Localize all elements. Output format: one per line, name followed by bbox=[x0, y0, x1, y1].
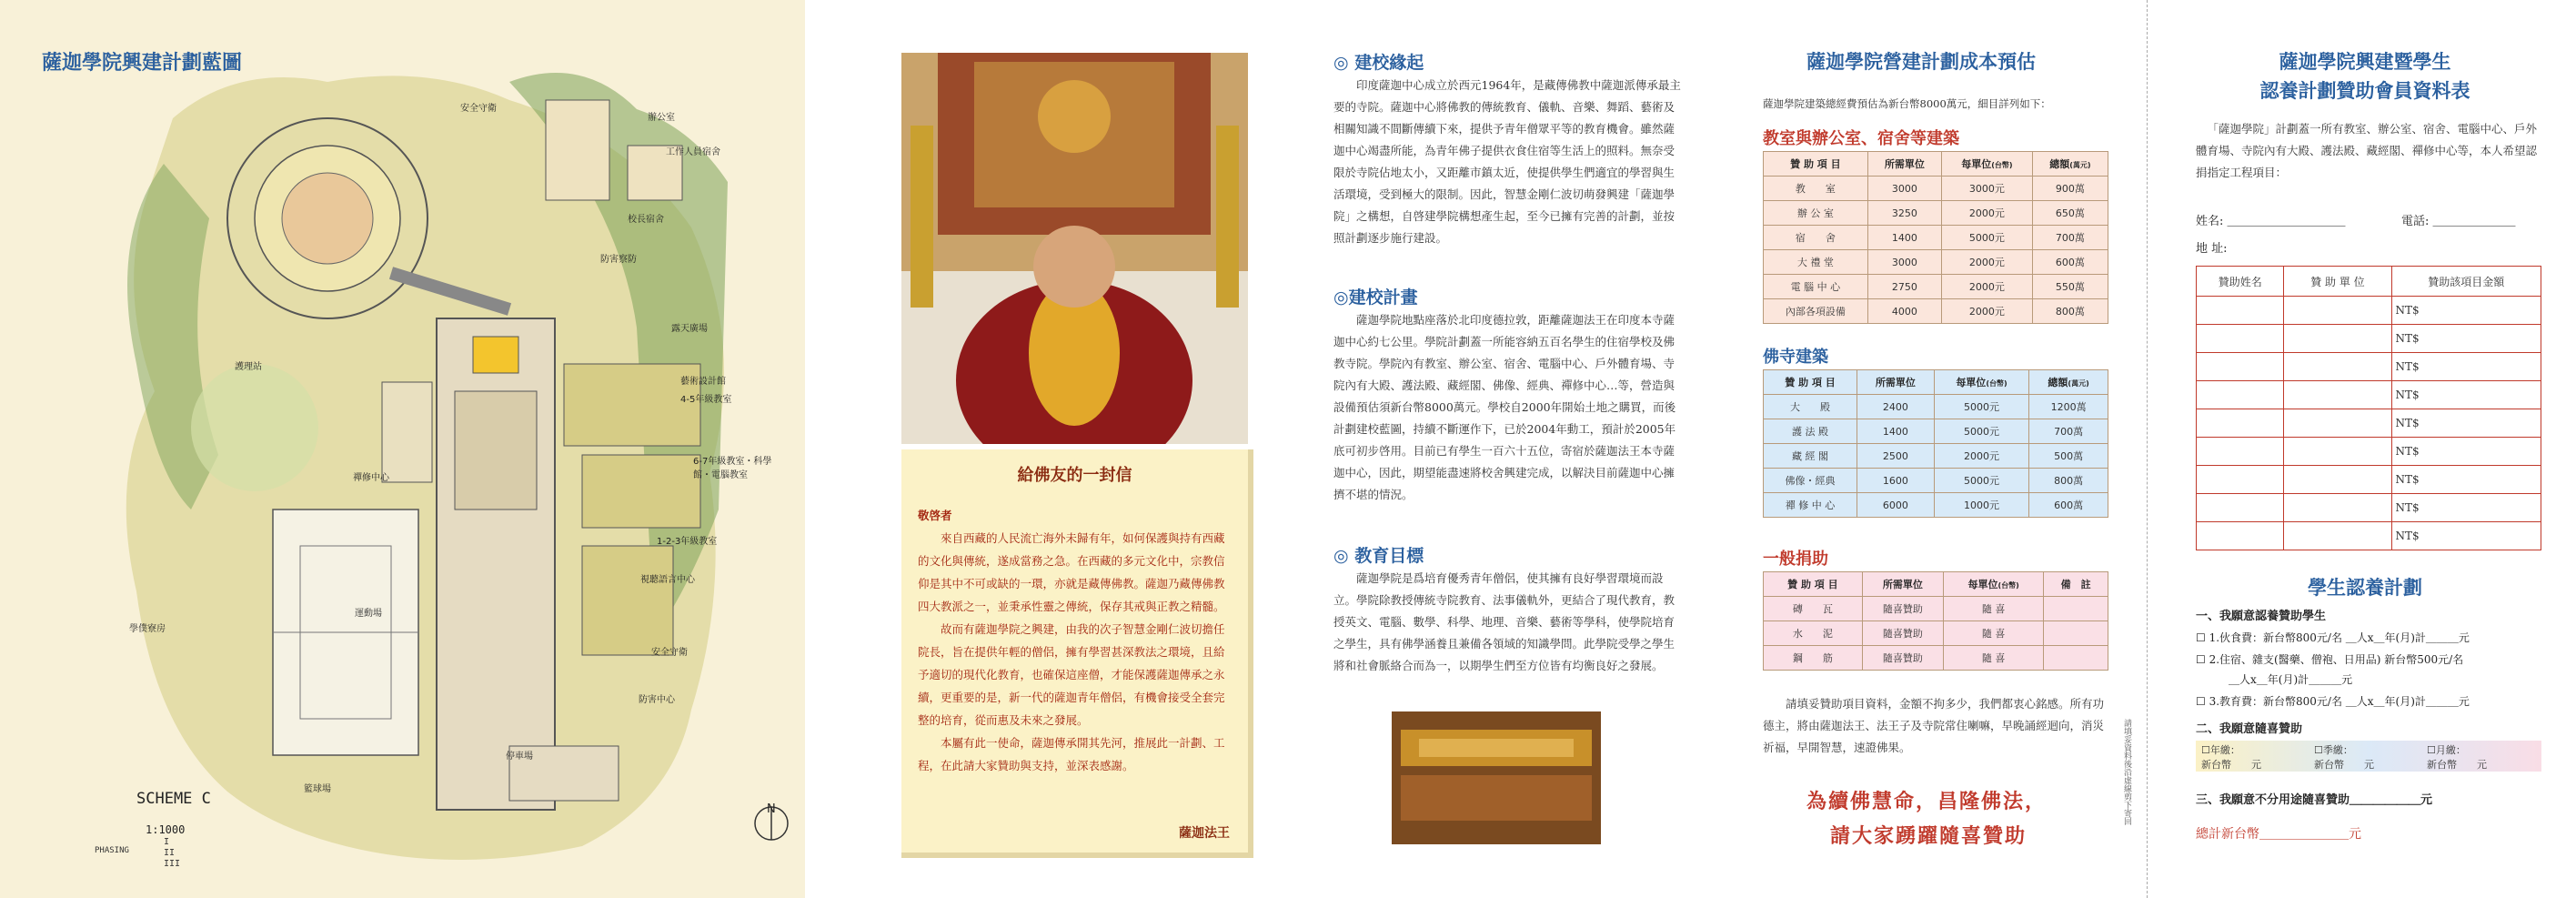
cost-cell bbox=[2044, 597, 2108, 621]
header-units: 所需單位 bbox=[1867, 152, 1941, 177]
cost-cell: 700萬 bbox=[2032, 226, 2108, 250]
cost-table-general bbox=[1763, 571, 2108, 671]
cost-cell: 護 法 殿 bbox=[1764, 419, 1857, 444]
donor-row[interactable] bbox=[2197, 494, 2541, 522]
cost-cell: 藏 經 閣 bbox=[1764, 444, 1857, 469]
plan-title: 薩迦學院興建計劃藍圖 bbox=[42, 52, 243, 75]
cost-table-header bbox=[1764, 572, 2108, 597]
donor-row[interactable] bbox=[2197, 522, 2541, 550]
donor-cell[interactable]: NT$ bbox=[2391, 297, 2541, 325]
cost-cell: 宿 舍 bbox=[1764, 226, 1868, 250]
cost-intro: 薩迦學院建築總經費預估為新台幣8000萬元，細目詳列如下： bbox=[1763, 97, 2051, 110]
scheme-label: SCHEME C bbox=[136, 790, 211, 808]
cost-table-buildings bbox=[1763, 151, 2108, 324]
label-admin: 藝術設計館 bbox=[680, 377, 726, 387]
label-sports: 運動場 bbox=[355, 609, 382, 619]
address-field[interactable]: 地 址: bbox=[2196, 242, 2228, 256]
label-meditation: 禪修中心 bbox=[353, 473, 389, 483]
label-student-dorm: 學僕寮房 bbox=[129, 624, 166, 634]
donor-cell[interactable]: NT$ bbox=[2391, 494, 2541, 522]
sponsor-section-1: 一、我願意認養贊助學生 bbox=[2196, 610, 2327, 623]
label-open-square: 露天廣場 bbox=[671, 324, 708, 334]
temple-detail-image bbox=[1392, 711, 1601, 844]
slogan-line-1: 為續佛慧命，昌隆佛法， bbox=[1806, 790, 2048, 813]
name-field[interactable]: 姓名: ＿＿＿＿＿＿＿＿＿＿ bbox=[2196, 215, 2346, 228]
donor-row[interactable] bbox=[2197, 409, 2541, 438]
cost-cell: 1200萬 bbox=[2029, 395, 2108, 419]
section-plan-body: 薩迦學院地點座落於北印度德拉敦，距離薩迦法王在印度本寺薩迦中心約七公里。學院計劃蓋一所能容納五百名學生的住宿學校及佛教寺院。學院內有教室、辦公室、宿舍、電腦中心、戶外體育場、寺院內有大殿、護法殿、藏經閣、佛像、經典、禪修中心…等，營造與設備預估須新台幣8000萬元。學校自2000年開始土地之購買，而後計劃建校藍圖，持續不斷運作下，已於2004年動工，預計於2005年底可初步啓用。目前已有學生一百六十五位，寄宿於薩迦法王本寺薩迦中心，因此，期望能盡速將校舍興建完成，以解決目前薩迦中心擁擠不堪的情況。 bbox=[1333, 313, 1676, 501]
cost-cell: 隨喜贊助 bbox=[1862, 621, 1943, 646]
cost-cell: 900萬 bbox=[2032, 177, 2108, 201]
cost-title: 薩迦學院營建計劃成本預估 bbox=[1806, 50, 2036, 73]
donor-cell[interactable] bbox=[2197, 409, 2284, 438]
donor-row[interactable] bbox=[2197, 381, 2541, 409]
frequency-month[interactable]: ☐月繳： 新台幣 元 bbox=[2427, 744, 2487, 771]
scale-label: 1:1000 bbox=[146, 823, 186, 836]
letter-title: 給佛友的一封信 bbox=[1017, 466, 1132, 485]
phase-1: I bbox=[164, 837, 170, 847]
header-item: 贊 助 項 目 bbox=[1764, 370, 1857, 395]
cost-row bbox=[1764, 621, 2108, 646]
cost-cell: 5000元 bbox=[1941, 226, 2032, 250]
cost-cell: 3000 bbox=[1867, 177, 1941, 201]
section-plan-title-text: 建校計畫 bbox=[1348, 288, 1418, 308]
cost-cell: 2400 bbox=[1857, 395, 1935, 419]
cost-cell: 6000 bbox=[1857, 493, 1935, 518]
cost-cell: 2000元 bbox=[1941, 275, 2032, 299]
donor-table bbox=[2196, 266, 2541, 550]
cost-cell: 1000元 bbox=[1934, 493, 2028, 518]
donor-header-amount: 贊助該項目金額 bbox=[2391, 267, 2541, 297]
cost-row bbox=[1764, 395, 2108, 419]
cost-cell: 3000 bbox=[1867, 250, 1941, 275]
cost-cell: 700萬 bbox=[2029, 419, 2108, 444]
cost-cell: 辦 公 室 bbox=[1764, 201, 1868, 226]
option-education[interactable]: ☐ 3.教育費：新台幣800元/名 ＿人x＿年(月)計＿＿＿元 bbox=[2196, 695, 2470, 708]
cost-cell: 500萬 bbox=[2029, 444, 2108, 469]
label-clinic: 護理站 bbox=[235, 362, 262, 372]
header-units: 所需單位 bbox=[1862, 572, 1943, 597]
cost-row bbox=[1764, 444, 2108, 469]
donor-cell[interactable]: NT$ bbox=[2391, 466, 2541, 494]
cost-cell: 3000元 bbox=[1941, 177, 2032, 201]
cost-cell: 1600 bbox=[1857, 469, 1935, 493]
letter-paragraph-3: 本屬有此一使命，薩迦傳承開其先河，推展此一計劃、工程，在此請大家贊助與支持，並深表感謝。 bbox=[918, 736, 1225, 772]
cost-cell: 2000元 bbox=[1941, 250, 2032, 275]
header-per-unit: 每單位(台幣) bbox=[1941, 152, 2032, 177]
cost-table-temple bbox=[1763, 369, 2108, 518]
total-amount[interactable]: 總計新台幣＿＿＿＿＿＿＿元 bbox=[2196, 827, 2361, 842]
donor-cell[interactable] bbox=[2284, 381, 2391, 409]
cost-cell: 電 腦 中 心 bbox=[1764, 275, 1868, 299]
phase-3: III bbox=[164, 859, 181, 869]
donor-row[interactable] bbox=[2197, 325, 2541, 353]
cost-row bbox=[1764, 646, 2108, 671]
site-plan-drawing bbox=[0, 0, 805, 898]
cost-cell: 大 殿 bbox=[1764, 395, 1857, 419]
cost-table-header bbox=[1764, 152, 2108, 177]
cost-cell: 隨 喜 bbox=[1944, 621, 2044, 646]
cost-cell: 800萬 bbox=[2029, 469, 2108, 493]
cost-cell: 3250 bbox=[1867, 201, 1941, 226]
frequency-options bbox=[2196, 741, 2541, 772]
donor-cell[interactable]: NT$ bbox=[2391, 325, 2541, 353]
cost-cell: 2000元 bbox=[1934, 444, 2028, 469]
letter-greeting: 敬啓者 bbox=[918, 509, 952, 522]
donor-cell[interactable] bbox=[2197, 494, 2284, 522]
cost-cell: 600萬 bbox=[2029, 493, 2108, 518]
cost-cell: 隨喜贊助 bbox=[1862, 597, 1943, 621]
cost-cell: 禪 修 中 心 bbox=[1764, 493, 1857, 518]
label-security-top: 安全守衛 bbox=[460, 104, 497, 114]
cost-row bbox=[1764, 177, 2108, 201]
cost-cell: 鋼 筋 bbox=[1764, 646, 1863, 671]
section-origin-title: ◎ 建校緣起 bbox=[1333, 53, 1424, 73]
cost-cell: 隨 喜 bbox=[1944, 646, 2044, 671]
letter-body bbox=[918, 504, 1232, 777]
header-per-unit: 每單位(台幣) bbox=[1944, 572, 2044, 597]
frequency-year[interactable]: ☐年繳： 新台幣 元 bbox=[2201, 744, 2261, 771]
cost-cell: 隨 喜 bbox=[1944, 597, 2044, 621]
cost-cell: 2000元 bbox=[1941, 299, 2032, 324]
phase-2: II bbox=[164, 848, 176, 858]
donor-row[interactable] bbox=[2197, 353, 2541, 381]
label-defense-top: 防害察防 bbox=[600, 255, 637, 265]
letter-panel bbox=[901, 449, 1253, 858]
letter-signature: 薩迦法王 bbox=[1179, 826, 1230, 841]
header-total: 總額(萬元) bbox=[2029, 370, 2108, 395]
donor-header-unit: 贊 助 單 位 bbox=[2284, 267, 2391, 297]
phone-field[interactable]: 電話: ＿＿＿＿＿＿＿ bbox=[2401, 215, 2516, 228]
letter-paragraph-2: 故而有薩迦學院之興建，由我的次子智慧金剛仁波切擔任院長，旨在提供年輕的僧侶，擁有學習甚深教法之環境，且給予適切的現代化教育，也確保這座僧，才能保護薩迦傳承之永續，更重要的是，新一代的薩迦青年僧侶，有機會接受全套完整的培育，從而惠及未來之發展。 bbox=[918, 622, 1225, 727]
label-basketball: 籃球場 bbox=[304, 784, 331, 794]
donor-cell[interactable] bbox=[2284, 409, 2391, 438]
cost-cell bbox=[2044, 646, 2108, 671]
donor-row[interactable] bbox=[2197, 438, 2541, 466]
phasing-label: PHASING bbox=[95, 846, 129, 855]
option-lodging-qty: ＿人x＿年(月)計＿＿＿元 bbox=[2229, 673, 2353, 686]
label-workers: 工作人員宿舍 bbox=[666, 147, 720, 157]
sponsor-section-2: 二、我願意隨喜贊助 bbox=[2196, 722, 2303, 736]
cost-row bbox=[1764, 469, 2108, 493]
donor-row[interactable] bbox=[2197, 297, 2541, 325]
label-security-bottom: 安全守衛 bbox=[651, 648, 688, 658]
section-plan-title: ◎建校計畫 bbox=[1333, 288, 1418, 308]
donor-cell[interactable] bbox=[2197, 466, 2284, 494]
form-title-1: 薩迦學院興建暨學生 bbox=[2279, 50, 2451, 73]
donor-table-header bbox=[2197, 267, 2541, 297]
header-per-unit: 每單位(台幣) bbox=[1934, 370, 2028, 395]
cost-row bbox=[1764, 597, 2108, 621]
cost-cell: 磚 瓦 bbox=[1764, 597, 1863, 621]
donor-cell[interactable] bbox=[2197, 522, 2284, 550]
cost-cell bbox=[2044, 621, 2108, 646]
header-item: 贊 助 項 目 bbox=[1764, 572, 1863, 597]
cost-cell: 大 禮 堂 bbox=[1764, 250, 1868, 275]
lama-portrait-image bbox=[901, 53, 1248, 444]
compass-icon: N bbox=[767, 802, 776, 816]
label-classroom-67: 6-7年級教室・科學館・電腦教室 bbox=[693, 457, 772, 480]
cost-row bbox=[1764, 226, 2108, 250]
cost-cell: 水 泥 bbox=[1764, 621, 1863, 646]
cost-sec2-title: 佛寺建築 bbox=[1763, 348, 1828, 367]
donor-cell[interactable] bbox=[2284, 494, 2391, 522]
donor-cell[interactable] bbox=[2197, 353, 2284, 381]
letter-paragraph-1: 來自西藏的人民流亡海外未歸有年，如何保護與持有西藏的文化與傳統，遂成當務之急。在西藏的多元文化中，宗教信仰是其中不可或缺的一環，亦就是藏傳佛教。薩迦乃藏傳佛教四大教派之一，並秉承性靈之傳統，保存其戒與正教之精髓。 bbox=[918, 531, 1225, 613]
cost-cell: 550萬 bbox=[2032, 275, 2108, 299]
donor-header-name: 贊助姓名 bbox=[2197, 267, 2284, 297]
cost-cell: 600萬 bbox=[2032, 250, 2108, 275]
cost-row bbox=[1764, 250, 2108, 275]
cost-cell: 4000 bbox=[1867, 299, 1941, 324]
donor-cell[interactable]: NT$ bbox=[2391, 381, 2541, 409]
cost-cell: 1400 bbox=[1857, 419, 1935, 444]
section-origin-title-text: 建校緣起 bbox=[1354, 53, 1424, 73]
slogan-line-2: 請大家踴躍隨喜贊助 bbox=[1830, 824, 2028, 848]
cost-cell: 5000元 bbox=[1934, 395, 2028, 419]
cost-row bbox=[1764, 201, 2108, 226]
donor-cell[interactable] bbox=[2284, 438, 2391, 466]
cost-row bbox=[1764, 299, 2108, 324]
label-av-center: 視聽語言中心 bbox=[640, 575, 695, 585]
cost-row bbox=[1764, 419, 2108, 444]
cost-cell: 1400 bbox=[1867, 226, 1941, 250]
cost-cell: 2500 bbox=[1857, 444, 1935, 469]
site-plan-panel bbox=[0, 0, 805, 898]
label-office: 辦公室 bbox=[648, 113, 675, 123]
cost-cell: 5000元 bbox=[1934, 469, 2028, 493]
donor-cell[interactable] bbox=[2197, 381, 2284, 409]
sponsor-section-3: 三、我願意不分用途隨喜贊助＿＿＿＿＿＿元 bbox=[2196, 793, 2433, 807]
cost-row bbox=[1764, 275, 2108, 299]
cost-sec1-title: 教室與辦公室、宿舍等建築 bbox=[1763, 129, 1959, 148]
option-food[interactable]: ☐ 1.伙食費：新台幣800元/名 ＿人x＿年(月)計＿＿＿元 bbox=[2196, 631, 2470, 644]
cost-cell: 2750 bbox=[1867, 275, 1941, 299]
donor-cell[interactable] bbox=[2197, 297, 2284, 325]
donor-cell[interactable] bbox=[2197, 325, 2284, 353]
label-defense-bottom: 防害中心 bbox=[639, 695, 675, 705]
phasing-legend bbox=[164, 837, 180, 870]
header-item: 贊 助 項 目 bbox=[1764, 152, 1868, 177]
cost-cell: 隨喜贊助 bbox=[1862, 646, 1943, 671]
option-lodging[interactable]: ☐ 2.住宿、雜支(醫藥、僧袍、日用品) 新台幣500元/名 bbox=[2196, 653, 2464, 666]
donor-cell[interactable]: NT$ bbox=[2391, 409, 2541, 438]
cost-cell: 內部各項設備 bbox=[1764, 299, 1868, 324]
label-classroom-123: 1-2-3年級教室 bbox=[657, 537, 718, 547]
cost-row bbox=[1764, 493, 2108, 518]
donor-cell[interactable]: NT$ bbox=[2391, 522, 2541, 550]
header-total: 總額(萬元) bbox=[2032, 152, 2108, 177]
temple-detail-photo bbox=[1392, 711, 1601, 844]
cost-cell: 5000元 bbox=[1934, 419, 2028, 444]
cost-cell: 佛像・經典 bbox=[1764, 469, 1857, 493]
cost-cell: 650萬 bbox=[2032, 201, 2108, 226]
cut-line bbox=[2147, 0, 2148, 898]
section-goal-body: 薩迦學院是爲培育優秀青年僧侶，使其擁有良好學習環境而設立。學院除教授傳統寺院教育、法事儀軌外，更結合了現代教育，教授英文、電腦、數學、科學、地理、音樂、藝術等學科，使學院培育之學生，具有佛學涵養且兼備各領域的知識學問。此學院受學之學生將和社會脈絡合而為一，以期學生們至方位皆有均衡良好之發展。 bbox=[1333, 571, 1675, 672]
label-carpark: 停車場 bbox=[506, 752, 533, 762]
donor-cell[interactable]: NT$ bbox=[2391, 353, 2541, 381]
lama-photo bbox=[901, 53, 1248, 444]
donor-cell[interactable]: NT$ bbox=[2391, 438, 2541, 466]
cost-cell: 2000元 bbox=[1941, 201, 2032, 226]
donor-cell[interactable] bbox=[2284, 297, 2391, 325]
donor-cell[interactable] bbox=[2284, 353, 2391, 381]
label-principal: 校長宿舍 bbox=[628, 215, 664, 225]
donor-cell[interactable] bbox=[2284, 522, 2391, 550]
form-intro: 「薩迦學院」計劃蓋一所有教室、辦公室、宿舍、電腦中心、戶外體育場、寺院內有大殿、護法殿、藏經閣、禪修中心等，本人希望認捐指定工程項目： bbox=[2196, 122, 2538, 179]
section-goal-title-text: 教育目標 bbox=[1354, 546, 1424, 566]
cost-sec3-title: 一般捐助 bbox=[1763, 550, 1828, 569]
header-note: 備 註 bbox=[2044, 572, 2108, 597]
section-goal-title: ◎ 教育目標 bbox=[1333, 546, 1424, 566]
cost-cell: 教 室 bbox=[1764, 177, 1868, 201]
donor-cell[interactable] bbox=[2284, 466, 2391, 494]
cost-cell: 800萬 bbox=[2032, 299, 2108, 324]
donor-cell[interactable] bbox=[2197, 438, 2284, 466]
donor-row[interactable] bbox=[2197, 466, 2541, 494]
frequency-quarter[interactable]: ☐季繳： 新台幣 元 bbox=[2314, 744, 2374, 771]
label-dorm-45: 4-5年級教室 bbox=[680, 395, 732, 405]
cost-closing: 請填妥贊助項目資料，金額不拘多少，我們都衷心銘感。所有功德主，將由薩迦法王、法王子及寺院常住喇嘛，早晚誦經迴向，消災祈福，早開智慧，速證佛果。 bbox=[1763, 697, 2105, 754]
donor-cell[interactable] bbox=[2284, 325, 2391, 353]
sponsor-title: 學生認養計劃 bbox=[2308, 576, 2422, 599]
form-title-2: 認養計劃贊助會員資料表 bbox=[2259, 79, 2470, 102]
section-origin-body: 印度薩迦中心成立於西元1964年，是藏傳佛教中薩迦派傳承最主要的寺院。薩迦中心將佛教的傳統教育、儀軌、音樂、舞蹈、藝術及相關知識不間斷傳續下來，提供予青年僧眾平等的教育機會。雖然薩迦中心竭盡所能，為青年佛子提供衣食住宿等生活上的照料。無奈受限於寺院佔地太小，又距離市鎮太近，使提供學生們適宜的學習與生活環境，受到極大的限制。因此，智慧金剛仁波切萌發興建「薩迦學院」之構想，自啓建學院構想產生起，至今已擁有完善的計劃，並按照計劃逐步施行建設。 bbox=[1333, 78, 1681, 245]
cut-note: 請填妥資料後沿虛線剪下寄回 bbox=[2122, 719, 2131, 825]
header-units: 所需單位 bbox=[1857, 370, 1935, 395]
cost-table-header bbox=[1764, 370, 2108, 395]
